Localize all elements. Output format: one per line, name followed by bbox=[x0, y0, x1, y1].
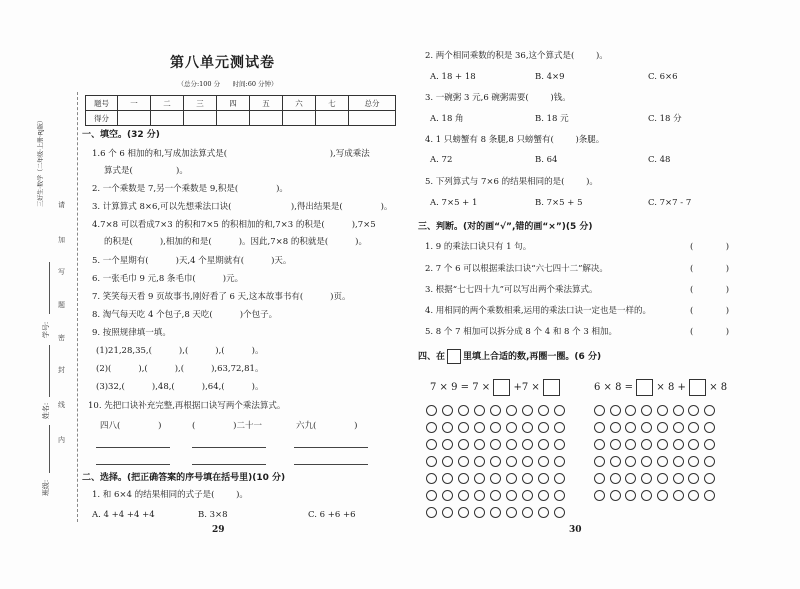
question-text: 3. 一碗粥 3 元,6 碗粥需要( )钱。 bbox=[425, 93, 571, 103]
circle bbox=[490, 456, 501, 467]
option: C. 6 +6 +6 bbox=[308, 510, 356, 520]
judgement-paren: ( ) bbox=[690, 242, 730, 252]
circle bbox=[522, 439, 533, 450]
circle bbox=[442, 473, 453, 484]
circle bbox=[538, 439, 549, 450]
option: A. 4 +4 +4 +4 bbox=[92, 510, 155, 520]
option: C. 6×6 bbox=[648, 72, 678, 82]
answer-line bbox=[294, 464, 368, 465]
seal-char: 内 bbox=[58, 436, 65, 444]
circle bbox=[641, 456, 652, 467]
question-text: 算式是( )。 bbox=[104, 166, 188, 176]
equation-text: +7 × bbox=[510, 382, 543, 393]
circle bbox=[673, 405, 684, 416]
circle bbox=[704, 473, 715, 484]
table-header-cell: 总分 bbox=[349, 96, 396, 111]
circle bbox=[442, 490, 453, 501]
equation-text: × 8 + bbox=[653, 382, 690, 393]
option: B. 18 元 bbox=[535, 114, 569, 124]
circle bbox=[458, 490, 469, 501]
circle bbox=[625, 405, 636, 416]
name-label: 姓名: bbox=[42, 402, 50, 420]
section-heading-prefix: 四、在 bbox=[418, 351, 446, 362]
table-header-cell: 七 bbox=[316, 96, 349, 111]
judgement-paren: ( ) bbox=[690, 285, 730, 295]
judgement-paren: ( ) bbox=[690, 327, 730, 337]
circle bbox=[610, 422, 621, 433]
circle bbox=[522, 422, 533, 433]
answer-line bbox=[96, 447, 170, 448]
seal-char: 封 bbox=[58, 366, 65, 374]
circle bbox=[458, 405, 469, 416]
question-text: 的积是( ),相加的和是( )。因此,7×8 的积就是( )。 bbox=[104, 237, 367, 247]
question-text: 8. 淘气每天吃 4 个包子,8 天吃( )个包子。 bbox=[92, 310, 278, 320]
circle bbox=[506, 405, 517, 416]
question-text: 4.7×8 可以看成7×3 的积和7×5 的积相加的和,7×3 的积是( ),7×5 bbox=[92, 220, 376, 230]
option: B. 7×5 + 5 bbox=[535, 198, 583, 208]
circle bbox=[704, 405, 715, 416]
circle bbox=[490, 473, 501, 484]
circle bbox=[426, 422, 437, 433]
circle bbox=[474, 456, 485, 467]
series-label: 三好生·数学（二年级·上册·RJ版） bbox=[37, 117, 45, 207]
circle bbox=[538, 422, 549, 433]
answer-line bbox=[294, 447, 368, 448]
section-heading: 一、填空。(32 分) bbox=[82, 130, 160, 140]
question-text: 4. 1 只螃蟹有 8 条腿,8 只螃蟹有( )条腿。 bbox=[425, 135, 605, 145]
circle bbox=[625, 490, 636, 501]
circle bbox=[538, 490, 549, 501]
circle bbox=[474, 473, 485, 484]
circle bbox=[625, 439, 636, 450]
circle bbox=[657, 490, 668, 501]
page-number: 29 bbox=[212, 525, 225, 535]
circle bbox=[490, 490, 501, 501]
circle bbox=[538, 456, 549, 467]
question-text: 2. 两个相同乘数的积是 36,这个算式是( )。 bbox=[425, 51, 608, 61]
question-text: 1. 和 6×4 的结果相同的式子是( )。 bbox=[92, 490, 248, 500]
judgement-paren: ( ) bbox=[690, 264, 730, 274]
circle bbox=[442, 422, 453, 433]
seal-char: 密 bbox=[58, 334, 65, 342]
score-cell bbox=[118, 111, 151, 126]
circle bbox=[610, 473, 621, 484]
circle bbox=[641, 473, 652, 484]
circle bbox=[506, 422, 517, 433]
circle bbox=[426, 405, 437, 416]
circle bbox=[522, 456, 533, 467]
seal-char: 请 bbox=[58, 201, 65, 209]
circle bbox=[506, 507, 517, 518]
seal-char: 加 bbox=[58, 236, 65, 244]
circle bbox=[426, 439, 437, 450]
table-header-cell: 三 bbox=[184, 96, 217, 111]
circle bbox=[673, 490, 684, 501]
equation-text: 6 × 8 = bbox=[594, 382, 637, 393]
score-cell bbox=[250, 111, 283, 126]
circle bbox=[538, 473, 549, 484]
circle bbox=[704, 439, 715, 450]
circle bbox=[704, 422, 715, 433]
score-cell bbox=[316, 111, 349, 126]
circle bbox=[610, 439, 621, 450]
sub-question: (2)( ),( ),( ),63,72,81。 bbox=[96, 364, 264, 374]
judgement-item: 3. 根据“七七四十九”可以写出两个乘法算式。 bbox=[425, 285, 598, 295]
seal-char: 题 bbox=[58, 301, 65, 309]
circle bbox=[554, 490, 565, 501]
answer-box bbox=[493, 379, 510, 396]
circle bbox=[490, 507, 501, 518]
score-cell bbox=[184, 111, 217, 126]
circle bbox=[426, 473, 437, 484]
circle bbox=[506, 490, 517, 501]
circle bbox=[594, 405, 605, 416]
answer-line bbox=[192, 447, 266, 448]
circle bbox=[688, 405, 699, 416]
option: A. 18 + 18 bbox=[430, 72, 476, 82]
answer-box bbox=[543, 379, 560, 396]
option: B. 4×9 bbox=[535, 72, 565, 82]
circle bbox=[442, 507, 453, 518]
circle bbox=[673, 439, 684, 450]
equation-right bbox=[594, 379, 727, 396]
section-heading: 二、选择。(把正确答案的序号填在括号里)(10 分) bbox=[82, 473, 286, 483]
circle bbox=[594, 490, 605, 501]
circle bbox=[426, 456, 437, 467]
circle bbox=[474, 439, 485, 450]
circle bbox=[641, 439, 652, 450]
mnemonic-item: 六九( ) bbox=[296, 421, 358, 431]
circle bbox=[474, 405, 485, 416]
section-heading-suffix: 里填上合适的数,再圈一圈。(6 分) bbox=[463, 351, 602, 362]
option: A. 7×5 + 1 bbox=[430, 198, 478, 208]
answer-line bbox=[96, 464, 170, 465]
circle bbox=[641, 490, 652, 501]
answer-box bbox=[636, 379, 653, 396]
question-text: 3. 计算算式 8×6,可以先想乘法口诀( ),得出结果是( )。 bbox=[92, 202, 393, 212]
circle bbox=[625, 473, 636, 484]
circle bbox=[474, 507, 485, 518]
table-header-cell: 五 bbox=[250, 96, 283, 111]
mnemonic-item: 四八( ) bbox=[100, 421, 162, 431]
circle bbox=[673, 473, 684, 484]
circle bbox=[704, 490, 715, 501]
equation-text: × 8 bbox=[706, 382, 728, 393]
sub-question: (3)32,( ),48,( ),64,( )。 bbox=[96, 382, 264, 392]
score-cell bbox=[283, 111, 316, 126]
option: A. 18 角 bbox=[430, 114, 464, 124]
circle bbox=[554, 456, 565, 467]
option: C. 7×7 - 7 bbox=[648, 198, 692, 208]
class-line bbox=[49, 425, 50, 473]
answer-line bbox=[192, 464, 266, 465]
question-text: 10. 先把口诀补充完整,再根据口诀写两个乘法算式。 bbox=[88, 401, 286, 411]
circle bbox=[688, 490, 699, 501]
circle bbox=[688, 456, 699, 467]
table-header-cell: 题号 bbox=[86, 96, 118, 111]
circle bbox=[490, 422, 501, 433]
option: C. 18 分 bbox=[648, 114, 682, 124]
judgement-item: 2. 7 个 6 可以根据乘法口诀“六七四十二”解决。 bbox=[425, 264, 608, 274]
class-label: 班级: bbox=[42, 479, 50, 497]
circle bbox=[474, 422, 485, 433]
circle bbox=[704, 456, 715, 467]
circle bbox=[458, 456, 469, 467]
circle bbox=[625, 422, 636, 433]
table-header-cell: 四 bbox=[217, 96, 250, 111]
circle bbox=[641, 422, 652, 433]
page-title: 第八单元测试卷 bbox=[170, 55, 275, 71]
circle bbox=[688, 439, 699, 450]
circle bbox=[458, 473, 469, 484]
student-id-line bbox=[49, 262, 50, 314]
circle bbox=[610, 405, 621, 416]
circle bbox=[538, 405, 549, 416]
circle bbox=[688, 422, 699, 433]
equation-text: 7 × 9 = 7 × bbox=[430, 382, 494, 393]
circle bbox=[554, 405, 565, 416]
circle bbox=[490, 405, 501, 416]
mnemonic-item: ( )二十一 bbox=[192, 421, 262, 431]
circle bbox=[625, 456, 636, 467]
name-line bbox=[49, 345, 50, 397]
circle bbox=[673, 422, 684, 433]
table-header-cell: 六 bbox=[283, 96, 316, 111]
page-number: 30 bbox=[569, 525, 582, 535]
answer-box-sample bbox=[447, 349, 461, 364]
circle bbox=[688, 473, 699, 484]
circle bbox=[554, 422, 565, 433]
question-text: 5. 下列算式与 7×6 的结果相同的是( )。 bbox=[425, 177, 598, 187]
circle bbox=[554, 507, 565, 518]
circle bbox=[506, 456, 517, 467]
equation-left bbox=[430, 379, 560, 396]
option: B. 64 bbox=[535, 155, 558, 165]
judgement-paren: ( ) bbox=[690, 306, 730, 316]
circle bbox=[594, 422, 605, 433]
circle bbox=[522, 490, 533, 501]
circle bbox=[594, 473, 605, 484]
table-row-label: 得分 bbox=[86, 111, 118, 126]
circle bbox=[426, 507, 437, 518]
circle bbox=[554, 473, 565, 484]
question-text: 7. 笑笑每天看 9 页故事书,刚好看了 6 天,这本故事书有( )页。 bbox=[92, 292, 351, 302]
option: C. 48 bbox=[648, 155, 671, 165]
option: B. 3×8 bbox=[198, 510, 228, 520]
circle bbox=[442, 405, 453, 416]
section-heading: 三、判断。(对的画“√”,错的画“×”)(5 分) bbox=[418, 222, 593, 232]
circle bbox=[458, 507, 469, 518]
table-header-cell: 一 bbox=[118, 96, 151, 111]
circle bbox=[458, 439, 469, 450]
circle bbox=[426, 490, 437, 501]
score-cell bbox=[217, 111, 250, 126]
circle bbox=[610, 490, 621, 501]
score-cell bbox=[151, 111, 184, 126]
seal-char: 线 bbox=[58, 401, 65, 409]
circle bbox=[490, 439, 501, 450]
circle bbox=[522, 507, 533, 518]
seal-char: 写 bbox=[58, 268, 65, 276]
circle bbox=[673, 456, 684, 467]
judgement-item: 5. 8 个 7 相加可以拆分成 8 个 4 和 8 个 3 相加。 bbox=[425, 327, 617, 337]
circle bbox=[657, 473, 668, 484]
circle bbox=[538, 507, 549, 518]
judgement-item: 4. 用相同的两个乘数相乘,运用的乘法口诀一定也是一样的。 bbox=[425, 306, 652, 316]
circle bbox=[522, 405, 533, 416]
sub-question: (1)21,28,35,( ),( ),( )。 bbox=[96, 346, 264, 356]
circle bbox=[474, 490, 485, 501]
option: A. 72 bbox=[430, 155, 453, 165]
table-header-cell: 二 bbox=[151, 96, 184, 111]
circle bbox=[442, 456, 453, 467]
circle bbox=[657, 422, 668, 433]
question-text: 5. 一个星期有( )天,4 个星期就有( )天。 bbox=[92, 256, 292, 266]
exam-info: （总分:100 分 时间:60 分钟） bbox=[177, 80, 278, 88]
answer-box bbox=[689, 379, 706, 396]
score-table bbox=[85, 95, 396, 126]
question-text: 9. 按照规律填一填。 bbox=[92, 328, 171, 338]
judgement-item: 1. 9 的乘法口诀只有 1 句。 bbox=[425, 242, 532, 252]
circle bbox=[554, 439, 565, 450]
circle bbox=[657, 405, 668, 416]
circle bbox=[522, 473, 533, 484]
question-text: 6. 一张毛巾 9 元,8 条毛巾( )元。 bbox=[92, 274, 244, 284]
circle bbox=[641, 405, 652, 416]
question-text: 1.6 个 6 相加的和,写成加法算式是( ),写成乘法 bbox=[92, 149, 370, 159]
student-id-label: 学号: bbox=[42, 321, 50, 339]
circle bbox=[506, 439, 517, 450]
circle bbox=[594, 456, 605, 467]
section-heading bbox=[418, 349, 601, 364]
question-text: 2. 一个乘数是 7,另一个乘数是 9,积是( )。 bbox=[92, 184, 288, 194]
score-cell bbox=[349, 111, 396, 126]
circle bbox=[506, 473, 517, 484]
circle bbox=[458, 422, 469, 433]
circle bbox=[442, 439, 453, 450]
circle bbox=[610, 456, 621, 467]
circle bbox=[594, 439, 605, 450]
seal-line bbox=[77, 92, 78, 522]
circle bbox=[657, 456, 668, 467]
circle bbox=[657, 439, 668, 450]
